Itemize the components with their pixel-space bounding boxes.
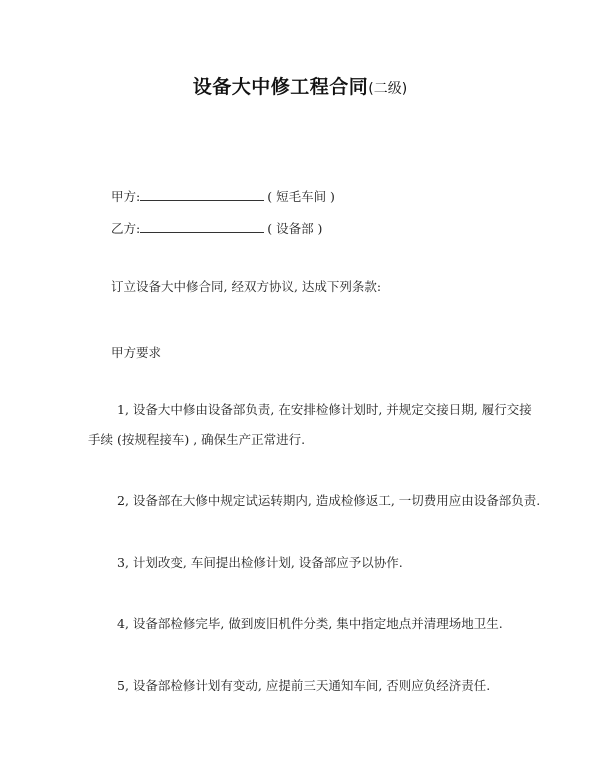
clause-5: 5, 设备部检修计划有变动, 应提前三天通知车间, 否则应负经济责任. bbox=[117, 678, 491, 693]
party-b-note: ( 设备部 ) bbox=[267, 221, 323, 236]
party-a-line bbox=[111, 187, 335, 205]
clause-4: 4, 设备部检修完毕, 做到废旧机件分类, 集中指定地点并清理场地卫生. bbox=[117, 616, 503, 631]
title-suffix: (二级) bbox=[368, 81, 408, 97]
party-b-label: 乙方: bbox=[111, 221, 141, 236]
party-a-note: ( 短毛车间 ) bbox=[267, 189, 335, 204]
section-heading: 甲方要求 bbox=[111, 345, 162, 360]
title-main: 设备大中修工程合同 bbox=[192, 76, 369, 98]
party-b-blank bbox=[140, 219, 264, 233]
party-a-blank bbox=[140, 187, 264, 201]
document-title bbox=[0, 72, 600, 99]
clause-3: 3, 计划改变, 车间提出检修计划, 设备部应予以协作. bbox=[117, 555, 403, 570]
preamble: 订立设备大中修合同, 经双方协议, 达成下列条款: bbox=[111, 279, 382, 294]
clause-1-line-2: 手续 (按规程接车) , 确保生产正常进行. bbox=[88, 432, 306, 447]
party-a-label: 甲方: bbox=[111, 189, 141, 204]
clause-1-line-1: 1, 设备大中修由设备部负责, 在安排检修计划时, 并规定交接日期, 履行交接 bbox=[117, 402, 532, 417]
party-b-line bbox=[111, 219, 322, 237]
clause-2: 2, 设备部在大修中规定试运转期内, 造成检修返工, 一切费用应由设备部负责. bbox=[117, 493, 541, 508]
